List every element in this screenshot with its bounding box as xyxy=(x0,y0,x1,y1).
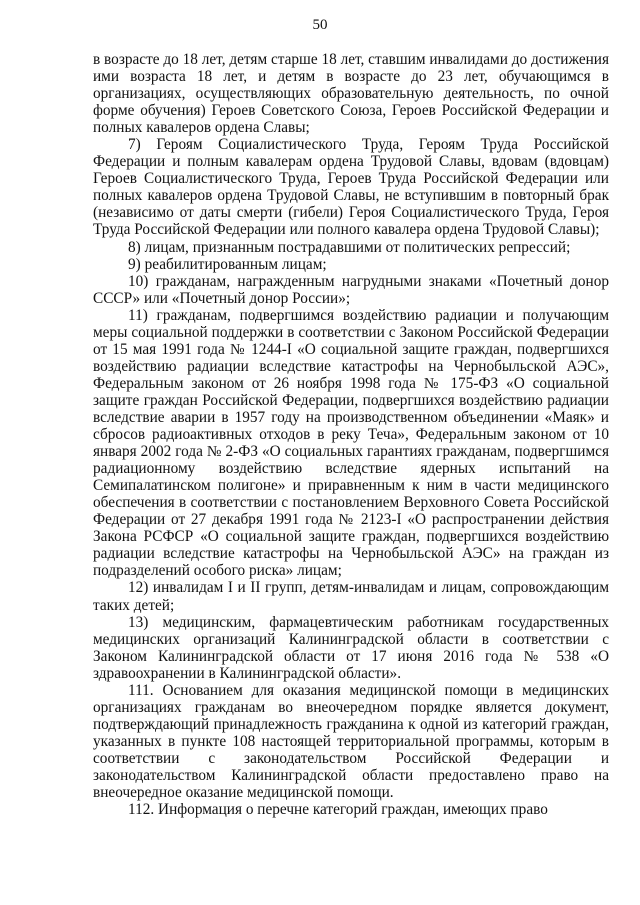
page-number: 50 xyxy=(312,17,328,33)
paragraph-item-9: 9) реабилитированным лицам; xyxy=(128,255,327,273)
paragraph-heroes-children: в возрасте до 18 лет, детям старше 18 лет, ставшим инвалидами до достижения ими возраста 18 лет, и детям в возрасте до 23 лет, обучающимся в организациях, осуществляющих образовательную деятельность, по очной форме обучения) Героев Советского Союза, Героев Российской Федерации и полных кавалеров ордена Славы; xyxy=(93,51,610,137)
paragraph-item-11: 11) гражданам, подвергшимся воздействию радиации и получающим меры социальной поддержки в соответствии с Законом Российской Федерации от 15 мая 1991 года № 1244-I «О социальной защите граждан, подвергшихся воздействию радиации вследствие катастрофы на Чернобыльской АЭС», Федеральным законом от 26 ноября 1998 года № 175-ФЗ «О социальной защите граждан Российской Федерации, подвергшихся воздействию радиации вследствие аварии в 1957 году на производственном объединении «Маяк» и сбросов радиоактивных отходов в реку Теча», Федеральным законом от 10 января 2002 года № 2-ФЗ «О социальных гарантиях гражданам, подвергшимся радиационному воздействию вследствие ядерных испытаний на Семипалатинском полигоне» и приравненным к ним в части медицинского обеспечения в соответствии с постановлением Верховного Совета Российской Федерации от 27 декабря 1991 года № 2123-I «О распространении действия Закона РСФСР «О социальной защите граждан, подвергшихся воздействию радиации вследствие катастрофы на Чернобыльской АЭС» на граждан из подразделений особого риска» лицам; xyxy=(93,306,609,580)
paragraph-item-7: 7) Героям Социалистического Труда, Героям Труда Российской Федерации и полным кавалерам ордена Трудовой Славы, вдовам (вдовцам) Героев Социалистического Труда, Героев Труда Российской Федерации или полных кавалеров ордена Трудовой Славы, не вступившим в повторный брак (независимо от даты смерти (гибели) Героя Социалистического Труда, Героя Труда Российской Федерации или полного кавалера ордена Трудовой Славы); xyxy=(93,136,609,239)
paragraph-item-10: 10) гражданам, награжденным нагрудными знаками «Почетный донор СССР» или «Почетный донор России»; xyxy=(93,272,609,307)
paragraph-item-8: 8) лицам, признанным пострадавшими от политических репрессий; xyxy=(128,238,571,256)
paragraph-111: 111. Основанием для оказания медицинской помощи в медицинских организациях гражданам во внеочередном порядке является документ, подтверждающий принадлежность гражданина к одной из категорий граждан, указанных в пункте 108 настоящей территориальной программы, которым в соответствии с законодательством Российской Федерации и законодательством Калининградской области предоставлено право на внеочередное оказание медицинской помощи. xyxy=(93,681,609,802)
paragraph-112: 112. Информация о перечне категорий граждан, имеющих право xyxy=(128,801,548,819)
paragraph-item-13: 13) медицинским, фармацевтическим работникам государственных медицинских организаций Калининградской области в соответствии с Законом Калининградской области от 17 июня 2016 года № 538 «О здравоохранении в Калининградской области». xyxy=(93,613,609,682)
paragraph-item-12: 12) инвалидам I и II групп, детям-инвалидам и лицам, сопровождающим таких детей; xyxy=(93,579,609,614)
body-text xyxy=(93,51,609,818)
